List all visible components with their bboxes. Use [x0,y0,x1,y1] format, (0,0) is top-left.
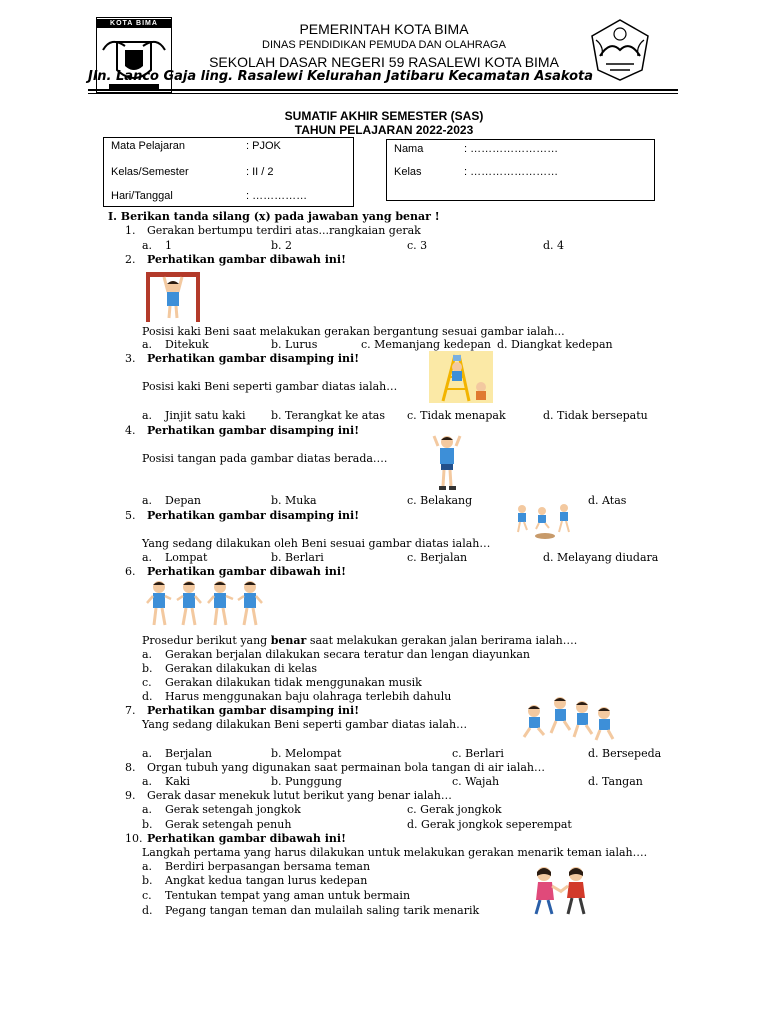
q7-option-a-label: a. [142,747,153,760]
q7-heading: Perhatikan gambar disamping ini! [147,704,360,717]
q2-option-c[interactable]: c. Memanjang kedepan [361,338,492,351]
q4-heading: Perhatikan gambar disamping ini! [147,424,360,437]
q6-walking-figure [143,579,269,631]
q8-text: Organ tubuh yang digunakan saat permainan bola tangan di air ialah… [147,761,546,774]
q3-text: Posisi kaki Beni seperti gambar diatas ialah… [142,380,398,393]
q3-option-d[interactable]: d. Tidak bersepatu [543,409,648,422]
q10-option-a-label: a. [142,860,153,873]
q7-option-d[interactable]: d. Bersepeda [588,747,662,760]
q3-heading: Perhatikan gambar disamping ini! [147,352,360,365]
q9-text: Gerak dasar menekuk lutut berikut yang benar ialah… [147,789,452,802]
info-label-class-semester: Kelas/Semester [111,166,189,178]
q3-option-a[interactable]: Jinjit satu kaki [165,409,246,422]
q6-option-c-label: c. [142,676,152,689]
header-dept: DINAS PENDIDIKAN PEMUDA DAN OLAHRAGA [262,39,506,51]
header-gov: PEMERINTAH KOTA BIMA [299,21,469,37]
q8-option-a[interactable]: Kaki [165,775,190,788]
q2-hanging-figure [142,268,204,322]
q6-number: 6. [125,565,136,578]
ladder-child-illustration-icon [429,351,493,403]
exam-year: TAHUN PELAJARAN 2022-2023 [294,123,474,137]
q5-heading: Perhatikan gambar disamping ini! [147,509,360,522]
q6-text-bold: benar [270,634,307,647]
q2-text: Posisi kaki Beni saat melakukan gerakan bergantung sesuai gambar ialah... [142,325,565,338]
info-label-date: Hari/Tanggal [111,190,173,202]
logo-left-text: KOTA BIMA [97,19,171,28]
q9-option-a-label: a. [142,803,153,816]
q6-option-b[interactable]: Gerakan dilakukan di kelas [165,662,318,675]
q1-option-a[interactable]: 1 [165,239,172,252]
q5-jumping-figure [514,502,576,542]
q5-option-d[interactable]: d. Melayang diudara [543,551,659,564]
q10-option-a[interactable]: Berdiri berpasangan bersama teman [165,860,371,873]
q2-option-b[interactable]: b. Lurus [271,338,318,351]
q10-number: 10. [125,832,143,845]
info-label-name: Nama [394,143,424,155]
jumping-children-illustration-icon [514,502,576,542]
q10-heading: Perhatikan gambar dibawah ini! [147,832,346,845]
q10-option-c[interactable]: Tentukan tempat yang aman untuk bermain [165,889,411,902]
header-rule [88,89,678,91]
q7-number: 7. [125,704,136,717]
q4-option-a[interactable]: Depan [165,494,202,507]
info-value-class[interactable]: : …………………… [464,166,559,178]
q6-option-b-label: b. [142,662,153,675]
q6-text-post: saat melakukan gerakan jalan berirama ialah…. [306,634,578,647]
q10-text: Langkah pertama yang harus dilakukan untuk melakukan gerakan menarik teman ialah…. [142,846,648,859]
q3-option-b[interactable]: b. Terangkat ke atas [271,409,385,422]
q2-option-a[interactable]: Ditekuk [165,338,209,351]
q6-option-a[interactable]: Gerakan berjalan dilakukan secara teratur dan lengan diayunkan [165,648,531,661]
q6-option-c[interactable]: Gerakan dilakukan tidak menggunakan musik [165,676,422,689]
q9-option-a[interactable]: Gerak setengah jongkok [165,803,301,816]
q10-option-c-label: c. [142,889,152,902]
header-school: SEKOLAH DASAR NEGERI 59 RASALEWI KOTA BIMA [209,54,559,70]
q6-heading: Perhatikan gambar dibawah ini! [147,565,346,578]
exam-title: SUMATIF AKHIR SEMESTER (SAS) [284,109,484,123]
q4-option-a-label: a. [142,494,153,507]
q10-option-d-label: d. [142,904,153,917]
rhythmic-walking-children-illustration-icon [143,579,269,631]
q4-option-d[interactable]: d. Atas [588,494,627,507]
info-value-name[interactable]: : …………………… [464,143,559,155]
q8-option-a-label: a. [142,775,153,788]
info-label-class: Kelas [394,166,422,178]
info-value-date: : …………… [246,190,308,202]
q5-number: 5. [125,509,136,522]
q7-running-figure [520,693,618,743]
q1-text: Gerakan bertumpu terdiri atas...rangkaian gerak [147,224,421,237]
q10-pulling-figure [528,864,592,918]
info-value-class-semester: : II / 2 [246,166,274,178]
q7-option-a[interactable]: Berjalan [165,747,212,760]
instruction: I. Berikan tanda silang (x) pada jawaban yang benar ! [108,210,440,223]
q3-option-c[interactable]: c. Tidak menapak [407,409,506,422]
pulling-friends-illustration-icon [528,864,592,918]
q5-option-c[interactable]: c. Berjalan [407,551,468,564]
q6-option-d-label: d. [142,690,153,703]
q9-option-d[interactable]: d. Gerak jongkok seperempat [407,818,572,831]
q9-number: 9. [125,789,136,802]
q2-number: 2. [125,253,136,266]
q5-text: Yang sedang dilakukan oleh Beni sesuai gambar diatas ialah… [142,537,491,550]
q5-option-a[interactable]: Lompat [165,551,208,564]
q8-option-d[interactable]: d. Tangan [588,775,643,788]
q8-number: 8. [125,761,136,774]
header-rule-thin [88,93,678,94]
q6-option-a-label: a. [142,648,153,661]
hands-behind-head-child-illustration-icon [430,432,464,492]
q4-option-b[interactable]: b. Muka [271,494,317,507]
q10-option-b-label: b. [142,874,153,887]
q9-option-b-label: b. [142,818,153,831]
q8-option-c[interactable]: c. Wajah [452,775,500,788]
q1-option-c[interactable]: c. 3 [407,239,428,252]
running-children-illustration-icon [520,693,618,743]
q10-option-b[interactable]: Angkat kedua tangan lurus kedepan [165,874,368,887]
q8-option-b[interactable]: b. Punggung [271,775,342,788]
q2-option-a-label: a. [142,338,153,351]
q6-option-d[interactable]: Harus menggunakan baju olahraga terlebih dahulu [165,690,452,703]
q4-text: Posisi tangan pada gambar diatas berada…. [142,452,388,465]
q1-option-a-label: a. [142,239,153,252]
q6-text [142,634,577,647]
q9-option-b[interactable]: Gerak setengah penuh [165,818,292,831]
info-label-subject: Mata Pelajaran [111,140,185,152]
q10-option-d[interactable]: Pegang tangan teman dan mulailah saling tarik menarik [165,904,480,917]
q4-hands-up-figure [430,432,464,492]
info-value-subject: : PJOK [246,140,281,152]
q1-option-b[interactable]: b. 2 [271,239,293,252]
hanging-child-illustration-icon [142,268,204,322]
q3-ladder-figure [429,351,493,403]
q3-option-a-label: a. [142,409,153,422]
q4-number: 4. [125,424,136,437]
q2-option-d[interactable]: d. Diangkat kedepan [497,338,613,351]
q3-number: 3. [125,352,136,365]
q2-heading: Perhatikan gambar dibawah ini! [147,253,346,266]
q6-text-pre: Prosedur berikut yang [142,634,271,647]
q7-option-b[interactable]: b. Melompat [271,747,342,760]
q5-option-a-label: a. [142,551,153,564]
q4-option-c[interactable]: c. Belakang [407,494,473,507]
q7-option-c[interactable]: c. Berlari [452,747,504,760]
q9-option-c[interactable]: c. Gerak jongkok [407,803,502,816]
q7-text: Yang sedang dilakukan Beni seperti gambar diatas ialah… [142,718,468,731]
q1-number: 1. [125,224,136,237]
q1-option-d[interactable]: d. 4 [543,239,565,252]
q5-option-b[interactable]: b. Berlari [271,551,324,564]
header-address: Jln. Lanco Gaja ling. Rasalewi Kelurahan Jatibaru Kecamatan Asakota [88,69,594,84]
